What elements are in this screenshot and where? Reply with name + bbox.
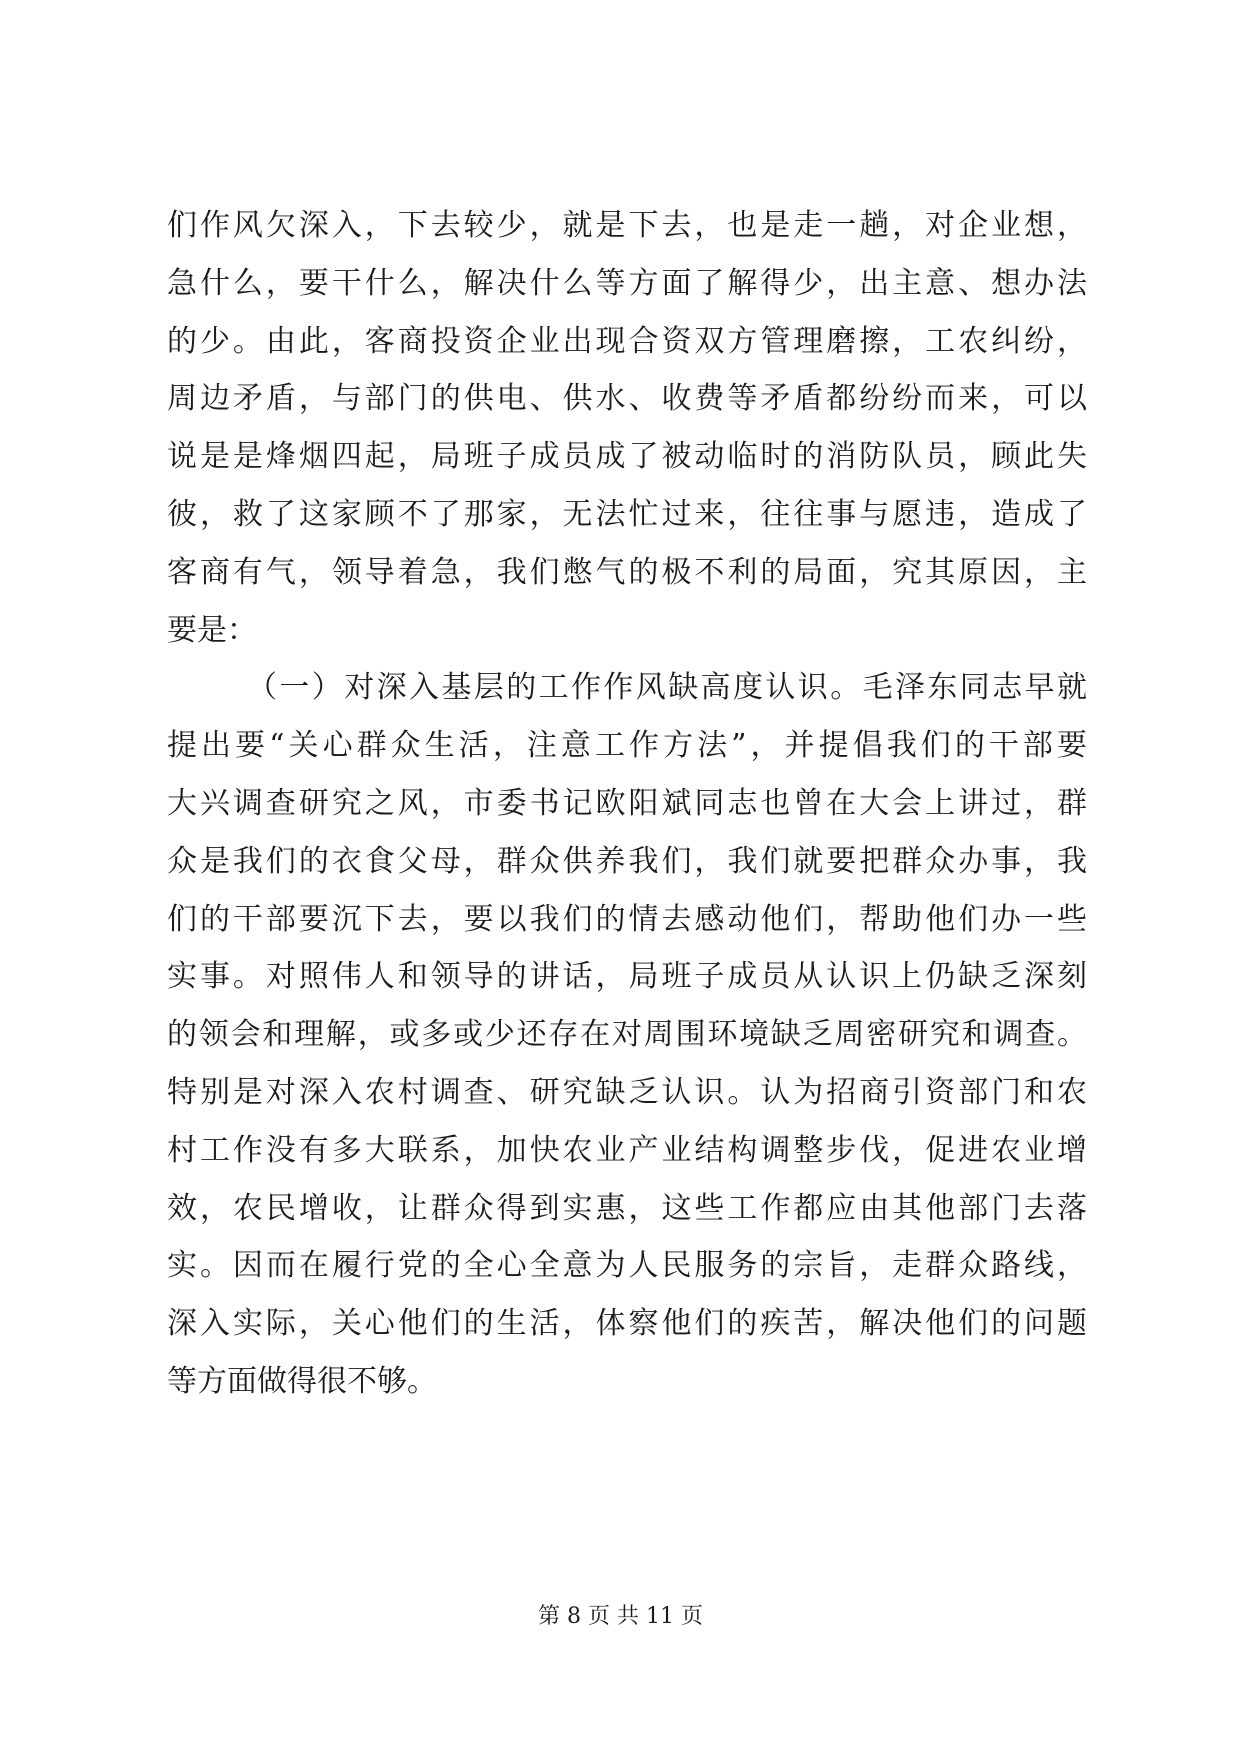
text-line: 彼，救了这家顾不了那家，无法忙过来，往往事与愿违，造成了 <box>167 496 1087 532</box>
page-number-footer: 第 8 页 共 11 页 <box>538 1604 703 1629</box>
text-line: 客商有气，领导着急，我们憋气的极不利的局面，究其原因，主 <box>167 554 1087 590</box>
text-line: 村工作没有多大联系，加快农业产业结构调整步伐，促进农业增 <box>167 1132 1087 1168</box>
section-heading-line: （一）对深入基层的工作作风缺高度认识。毛泽东同志早就 <box>247 670 1087 706</box>
text-line: 大兴调查研究之风，市委书记欧阳斌同志也曾在大会上讲过，群 <box>167 785 1087 821</box>
text-line: 周边矛盾，与部门的供电、供水、收费等矛盾都纷纷而来，可以 <box>167 381 1087 417</box>
text-line: 特别是对深入农村调查、研究缺乏认识。认为招商引资部门和农 <box>167 1074 1087 1110</box>
text-line: 深入实际，关心他们的生活，体察他们的疾苦，解决他们的问题 <box>167 1306 1087 1342</box>
text-line: 的领会和理解，或多或少还存在对周围环境缺乏周密研究和调查。 <box>167 1017 1087 1053</box>
text-line: 的少。由此，客商投资企业出现合资双方管理磨擦，工农纠纷， <box>167 323 1087 359</box>
text-line: 众是我们的衣食父母，群众供养我们，我们就要把群众办事，我 <box>167 843 1087 879</box>
text-line: 们的干部要沉下去，要以我们的情去感动他们，帮助他们办一些 <box>167 901 1087 937</box>
text-line: 急什么，要干什么，解决什么等方面了解得少，出主意、想办法 <box>167 265 1087 301</box>
body-text <box>167 197 1087 1411</box>
text-line: 等方面做得很不够。 <box>167 1363 437 1399</box>
text-line: 说是是烽烟四起，局班子成员成了被动临时的消防队员，顾此失 <box>167 439 1087 475</box>
text-line: 要是： <box>167 612 257 648</box>
text-line: 们作风欠深入，下去较少，就是下去，也是走一趟，对企业想， <box>167 208 1087 243</box>
text-line: 实。因而在履行党的全心全意为人民服务的宗旨，走群众路线， <box>167 1248 1087 1284</box>
text-line: 实事。对照伟人和领导的讲话，局班子成员从认识上仍缺乏深刻 <box>167 959 1087 995</box>
text-line: 效，农民增收，让群众得到实惠，这些工作都应由其他部门去落 <box>167 1190 1087 1226</box>
text-line: 提出要“关心群众生活，注意工作方法”，并提倡我们的干部要 <box>167 728 1087 764</box>
